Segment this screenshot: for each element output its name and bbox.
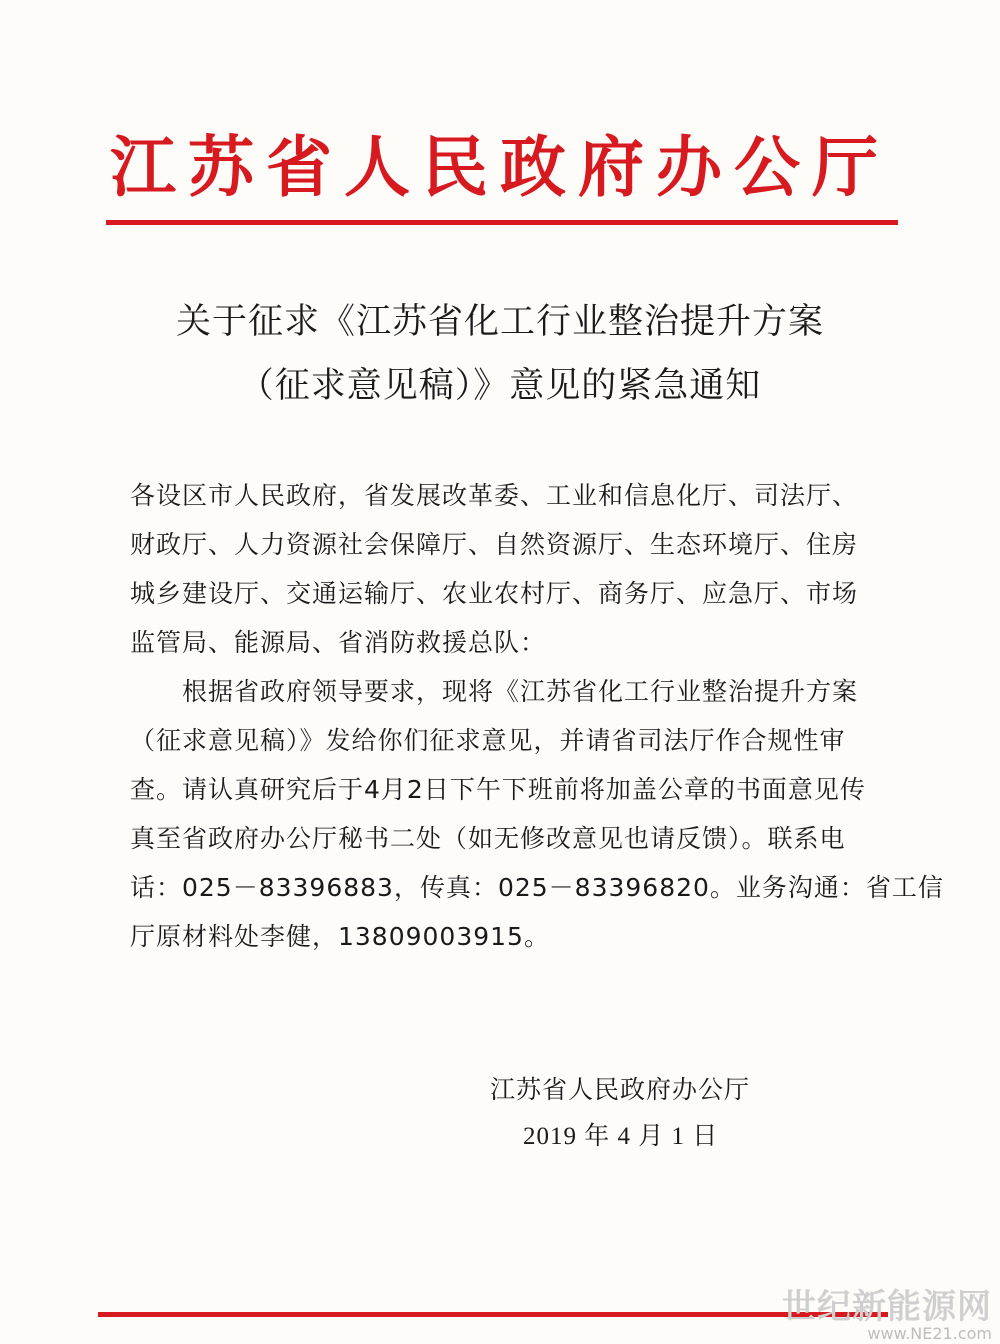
letterhead-red-rule [106,220,898,225]
body-line-1: 各设区市人民政府，省发展改革委、工业和信息化厅、司法厅、 [130,481,859,510]
watermark-site-name: 世纪新能源网 [782,1287,992,1327]
body-line-6: （征求意见稿）》发给你们征求意见，并请省司法厅作合规性审 [130,726,846,755]
watermark-url: www.NE21.com [867,1324,992,1343]
body-line-5: 根据省政府领导要求，现将《江苏省化工行业整治提升方案 [130,677,859,706]
notice-title-line-2: （征求意见稿）》意见的紧急通知 [238,366,762,406]
body-line-2: 财政厅、人力资源社会保障厅、自然资源厅、生态环境厅、住房 [130,530,859,559]
signoff-date: 2019 年 4 月 1 日 [523,1123,719,1150]
body-line-7: 查。请认真研究后于4月2日下午下班前将加盖公章的书面意见传 [130,775,866,804]
signoff-organization: 江苏省人民政府办公厅 [490,1075,751,1104]
body-line-9: 话：025－83396883，传真：025－83396820。业务沟通：省工信 [130,873,944,902]
body-line-3: 城乡建设厅、交通运输厅、农业农村厅、商务厅、应急厅、市场 [130,579,859,608]
footer-red-rule [98,1312,888,1317]
site-watermark [782,1287,992,1343]
letterhead-title: 江苏省人民政府办公厅 [110,128,890,206]
body-line-10: 厅原材料处李健，13809003915。 [130,922,550,951]
body-line-4: 监管局、能源局、省消防救援总队： [130,628,547,657]
body-line-8: 真至省政府办公厅秘书二处（如无修改意见也请反馈）。联系电 [130,824,846,853]
notice-title-line-1: 关于征求《江苏省化工行业整治提升方案 [175,302,824,342]
